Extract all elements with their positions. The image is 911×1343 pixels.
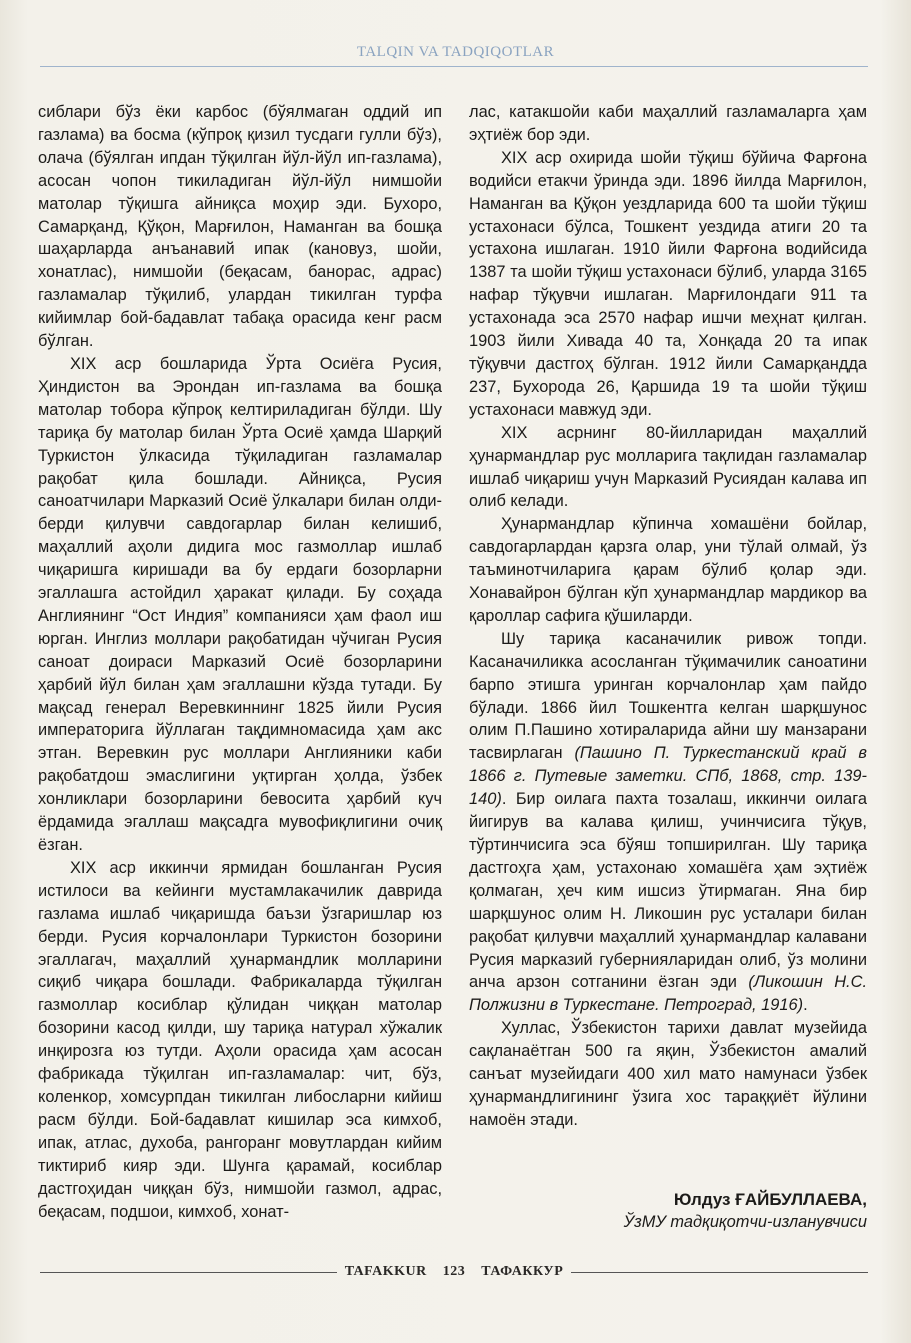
paragraph-text: . — [803, 996, 808, 1015]
paragraph: XIX аср охирида шойи тўқиш бўйича Фарғона водийси етакчи ўринда эди. 1896 йилда Марғилон, Наманган ва Қўқон уездларида 600 та шойи тўқиш устахонаси бўлса, Тошкент уездида атиги 20 та устахона ишлаган. 1910 йили Фарғона водийсида 1387 та шойи тўқиш устахонаси бўлиб, уларда 3165 нафар тўқувчи ишлаган. Марғилондаги 911 та устахонада эса 2570 нафар ишчи меҳнат қилган. 1903 йили Хивада 40 та, Хонқада 20 та ипак тўқувчи дастгоҳ бўлган. 1912 йили Самарқандда 237, Бухорода 26, Қаршида 19 та шойи тўқиш устахонаси мавжуд эди. — [469, 148, 867, 419]
right-column — [469, 101, 867, 1132]
paragraph-text: . Бир оилага пахта тозалаш, иккинчи оилага йигирув ва калава қилиш, учинчисига тўқув, тўртинчисига эса бўяш топширилган. Шу тариқа дастгоҳга ҳам, устахонаю хомашёга ҳам эҳтиёж қолмаган, ҳеч ким ишсиз ўтирмаган. Яна бир шарқшунос олим Н. Ликошин рус усталари билан рақобат қилувчи маҳаллий ҳунармандлар калавани Русия марказий губернияларидан олиб, ўз молини анча арзон сотганини ёзган эди — [469, 790, 867, 992]
paragraph: Хуллас, Ўзбекистон тарихи давлат музейида сақланаётган 500 га яқин, Ўзбекистон амалий санъат музейидаги 400 хил мато намунаси ўзбек ҳунармандлигининг ўзига хос тараққиёт йўлини намоён этади. — [469, 1019, 867, 1129]
running-title: TALQIN VA TADQIQOTLAR — [356, 44, 555, 60]
paragraph: сиблари бўз ёки карбос (бўялмаган оддий ип газлама) ва босма (кўпроқ қизил тусдаги гулли бўз), олача (бўялган ипдан тўқилган йўл-йўл ип-газлама), асосан чопон тикиладиган йўл-йўл нимшойи матолар тўқишга айниқса моҳир эди. Бухоро, Самарқанд, Қўқон, Марғилон, Наманган ва бошқа шаҳарларда анъанавий ипак (кановуз, шойи, хонатлас), нимшойи (беқасам, банорас, адрас) газламалар тўқилиб, улардан тикилган турфа кийимлар бой-бадавлат табақа орасида кенг расм бўлган. — [38, 103, 442, 351]
header-rule — [40, 66, 868, 67]
footer-journal-latin: TAFAKKUR — [344, 1264, 427, 1279]
paragraph: XIX асрнинг 80-йилларидан маҳаллий ҳунармандлар рус молларига тақлидан газламалар ишлаб чиқариш учун Марказий Русиядан калава ип олиб келади. — [469, 423, 867, 511]
paragraph: Ҳунармандлар кўпинча хомашёни бойлар, савдогарлардан қарзга олар, уни тўлай олмай, ўз таъминотчиларига қарам бўлиб қолар эди. Хонавайрон бўлган кўп ҳунармандлар мардикор ва қароллар сафига қўшиларди. — [469, 515, 867, 625]
paragraph: XIX аср бошларида Ўрта Осиёга Русия, Ҳиндистон ва Эрондан ип-газлама ва бошқа матолар тобора кўпроқ келтириладиган бўлди. Шу тариқа бу матолар билан Ўрта Осиё ҳамда Шарқий Туркистон ўлкасида тўқиладиган газламалар рақобат қила бошлади. Айниқса, Русия саноатчилари Марказий Осиё ўлкалари билан олди-берди қилувчи савдогарлар билан келишиб, маҳаллий аҳоли дидига мос газмоллар ишлаб чиқаришга киришади ва бу ердаги бозорларни эгаллашга астойдил ҳаракат қилади. Бу соҳада Англиянинг “Ост Индия” компанияси ҳам фаол иш юрган. Инглиз моллари рақобатидан чўчиган Русия саноат доираси Марказий Осиё бозорларини ҳарбий йўл билан ҳам эгаллашни кўзда тутади. Бу мақсад генерал Веревкиннинг 1825 йили Русия императорига йўллаган тақдимномасида ҳам акс этган. Веревкин рус моллари Англияники каби рақобатдош эмаслигини уқтирган ҳолда, ўзбек хонликлари бозорларини бевосита ҳарбий куч ёрдамида эгаллаш мақсадга мувофиқлигини очиқ ёзган. — [38, 354, 442, 854]
citation: (Ликошин Н.С. Полжизни в Туркестане. Петроград, 1916) — [469, 973, 867, 1015]
footer-rule-right — [571, 1272, 868, 1273]
citation: (Пашино П. Туркестанский край в 1866 г. Путевые заметки. СПб, 1868, стр. 139-140) — [469, 744, 867, 809]
left-column — [38, 101, 442, 1223]
paragraph: XIX аср иккинчи ярмидан бошланган Русия истилоси ва кейинги мустамлакачилик даврида газлама ишлаб чиқаришда баъзи ўзгаришлар юз берди. Русия корчалонлари Туркистон бозорини эгаллагач, маҳаллий ҳунармандлик молларини сиқиб чиқара бошлади. Фабрикаларда тўқилган газмоллар косиблар қўлидан чиққан матолар бозорини касод қилди, шу тариқа натурал хўжалик инқирозга юз тутди. Аҳоли орасида ҳам асосан фабрикада тўқилган ип-газламалар: чит, бўз, коленкор, хомсурпдан тикилган либосларни кийиш расм бўлди. Бой-бадавлат кишилар эса кимхоб, ипак, атлас, духоба, рангоранг мовутлардан кийим тиктириб кияр эди. Шунга қарамай, косиблар дастгоҳидан чиққан бўз, нимшойи газмол, адрас, беқасам, подшои, кимхоб, хонат- — [38, 858, 442, 1221]
paragraph-text: Шу тариқа касаначилик ривож топди. Касаначиликка асосланган тўқимачилик саноатини барпо этишга уринган корчалонлар ҳам пайдо бўлади. 1866 йил Тошкентга келган шарқшунос олим П.Пашино хотираларида айни шу манзарани тасвирлаган — [469, 629, 867, 763]
author-name: Юлдуз ҒАЙБУЛЛАЕВА, — [673, 1190, 867, 1209]
paragraph: лас, катакшойи каби маҳаллий газламаларга ҳам эҳтиёж бор эди. — [469, 103, 867, 144]
footer-rule-left — [40, 1272, 337, 1273]
page-footer — [40, 1262, 868, 1282]
author-role: ЎзМУ тадқиқотчи-изланувчиси — [623, 1213, 867, 1231]
paragraph — [469, 628, 867, 1017]
footer-journal-cyrillic: ТАФАККУР — [481, 1264, 564, 1279]
page-number: 123 — [442, 1264, 466, 1279]
